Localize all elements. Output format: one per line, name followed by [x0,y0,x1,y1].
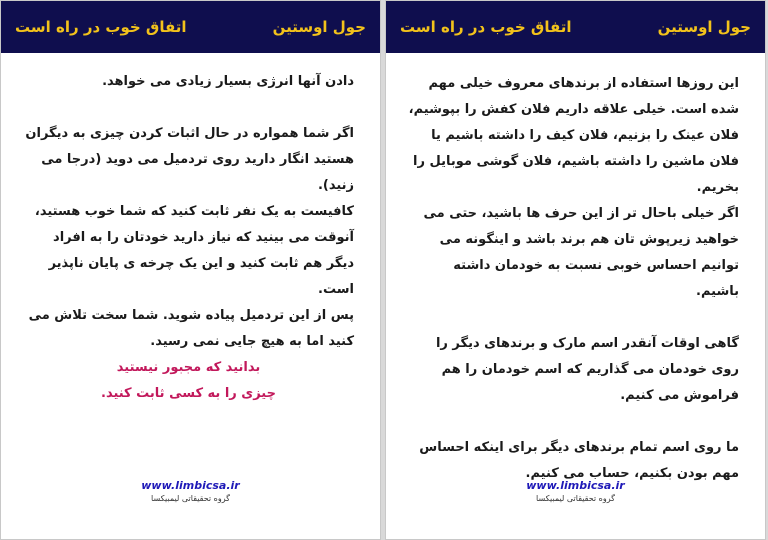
page-body [1,53,380,407]
paragraph: اگر شما همواره در حال اثبات کردن چیزی به دیگران هستید انگار دارید روی تردمیل می دوید (درجا می زنید). [25,126,354,193]
paragraph: کافیست به یک نفر ثابت کنید که شما خوب هستید، آنوقت می بینید که نیاز دارید خودتان را به افراد دیگر هم ثابت کنید و این یک چرخه ی پایان ناپذیر است. [34,204,354,297]
footer-group: گروه تحقیقاتی لیمبیکسا [536,494,615,503]
paragraph-gap [408,305,739,331]
page-header [386,1,765,53]
page-body [386,53,765,487]
book-title: اتفاق خوب در راه است [400,18,572,36]
paragraph: ما روی اسم تمام برندهای دیگر برای اینکه احساس مهم بودن بکنیم، حساب می کنیم. [419,440,739,481]
paragraph: گاهی اوقات آنقدر اسم مارک و برندهای دیگر را روی خودمان می گذاریم که اسم خودمان را هم فراموش می کنیم. [435,336,739,403]
paragraph-gap [23,95,354,121]
paragraph: این روزها استفاده از برندهای معروف خیلی مهم شده است. خیلی علاقه داریم فلان کفش را بپوشیم، فلان عینک را بزنیم، فلان کیف را داشته باشیم یا فلان ماشین را داشته باشیم، فلان گوشی موبایل را بخریم. [408,76,739,195]
footer-url[interactable]: www.limbicsa.ir [526,479,625,492]
page-footer [1,479,380,503]
page-header [1,1,380,53]
paragraph: پس از این تردمیل پیاده شوید. شما سخت تلاش می کنید اما به هیچ جایی نمی رسید. [28,308,354,349]
right-page [385,0,766,540]
left-page [0,0,381,540]
author-name: جول اوستین [657,18,751,36]
footer-group: گروه تحقیقاتی لیمبیکسا [151,494,230,503]
page-footer [386,479,765,503]
footer-url[interactable]: www.limbicsa.ir [141,479,240,492]
paragraph: اگر خیلی باحال تر از این حرف ها باشید، حتی می خواهید زیرپوش تان هم برند باشد و اینگونه می توانیم احساس خوبی نسبت به خودمان داشته باشیم. [423,206,739,299]
author-name: جول اوستین [272,18,366,36]
highlight-line: بدانید که مجبور نیستید [116,360,261,375]
highlight-line: چیزی را به کسی ثابت کنید. [101,386,276,401]
book-title: اتفاق خوب در راه است [15,18,187,36]
paragraph: دادن آنها انرژی بسیار زیادی می خواهد. [102,74,354,89]
paragraph-gap [408,409,739,435]
